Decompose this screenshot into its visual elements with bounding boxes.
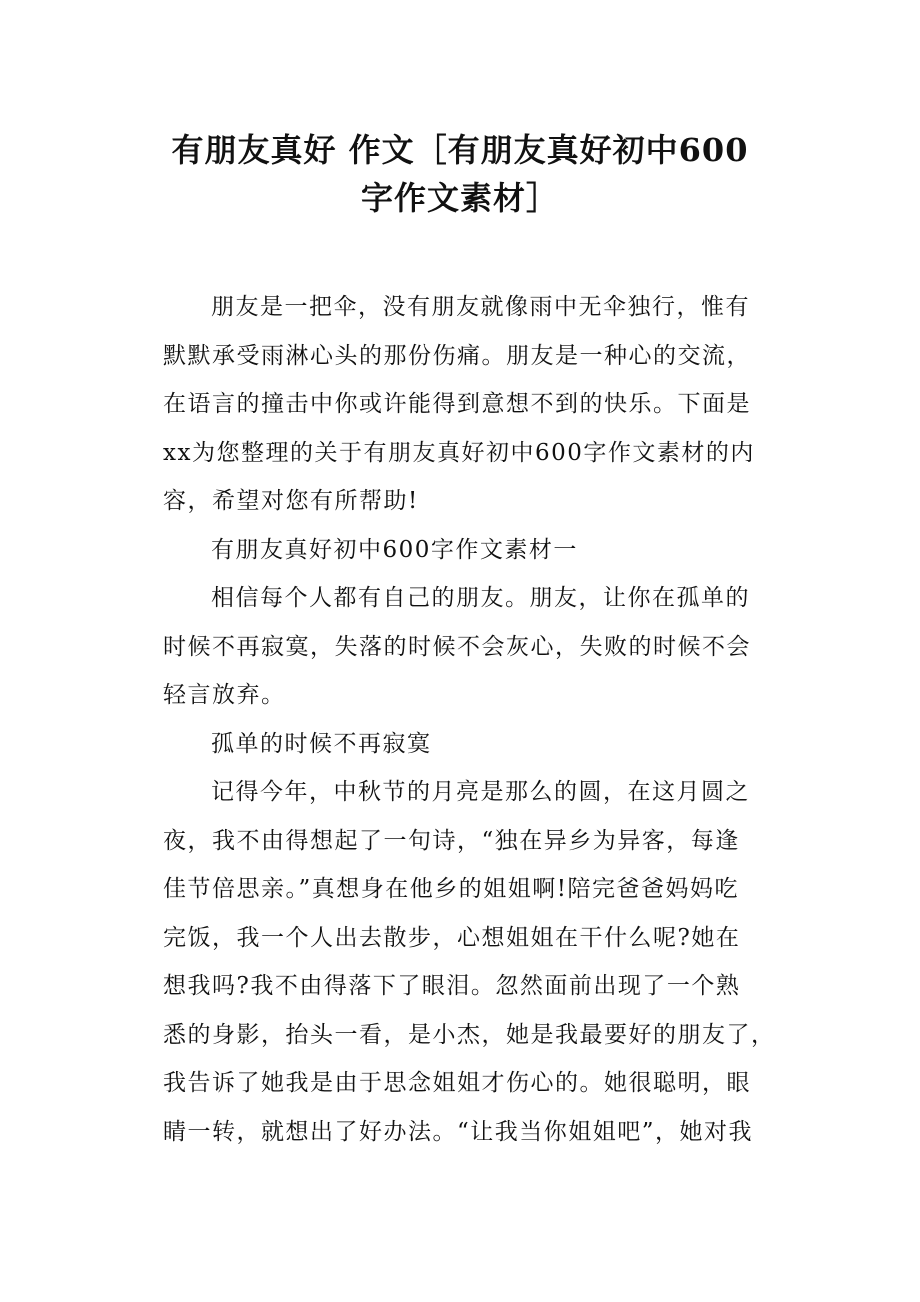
paragraph (163, 768, 776, 1156)
text-line: 悉的身影，抬头一看，是小杰，她是我最要好的朋友了， (163, 1021, 776, 1048)
text-line: 容，希望对您有所帮助! (163, 488, 419, 514)
text-line: 有朋友真好初中600字作文素材一 (211, 536, 578, 563)
text-line: 默默承受雨淋心头的那份伤痛。朋友是一种心的交流， (163, 342, 751, 369)
text-line: 夜，我不由得想起了一句诗，“独在异乡为异客，每逢 (163, 827, 740, 854)
text-line: 在语言的撞击中你或许能得到意想不到的快乐。下面是 (163, 391, 751, 417)
document-body (163, 283, 776, 1156)
text-line: 我告诉了她我是由于思念姐姐才伤心的。她很聪明，眼 (163, 1070, 751, 1096)
text-line: xx为您整理的关于有朋友真好初中600字作文素材的内 (163, 439, 755, 466)
subheading (163, 720, 763, 769)
text-line: 记得今年，中秋节的月亮是那么的圆，在这月圆之 (211, 779, 750, 805)
text-line: 佳节倍思亲。”真想身在他乡的姐姐啊!陪完爸爸妈妈吃 (163, 876, 740, 902)
paragraph-intro (163, 283, 763, 526)
paragraph (163, 574, 763, 720)
text-line: 轻言放弃。 (163, 682, 286, 708)
title-line: 有朋友真好 作文［有朋友真好初中600 (171, 131, 749, 169)
text-line: 时候不再寂寞，失落的时候不会灰心，失败的时候不会 (163, 633, 751, 660)
text-line: 朋友是一把伞，没有朋友就像雨中无伞独行，惟有 (211, 294, 750, 320)
text-line: 睛一转，就想出了好办法。“让我当你姐姐吧”，她对我 (163, 1118, 754, 1145)
title-line: 字作文素材］ (360, 179, 559, 217)
text-line: 孤单的时候不再寂寞 (211, 730, 432, 757)
text-line: 完饭，我一个人出去散步，心想姐姐在干什么呢?她在 (163, 924, 741, 951)
text-line: 想我吗?我不由得落下了眼泪。忽然面前出现了一个熟 (163, 973, 741, 999)
section-heading (163, 526, 763, 575)
document-title (150, 126, 770, 222)
text-line: 相信每个人都有自己的朋友。朋友，让你在孤单的 (211, 585, 750, 611)
